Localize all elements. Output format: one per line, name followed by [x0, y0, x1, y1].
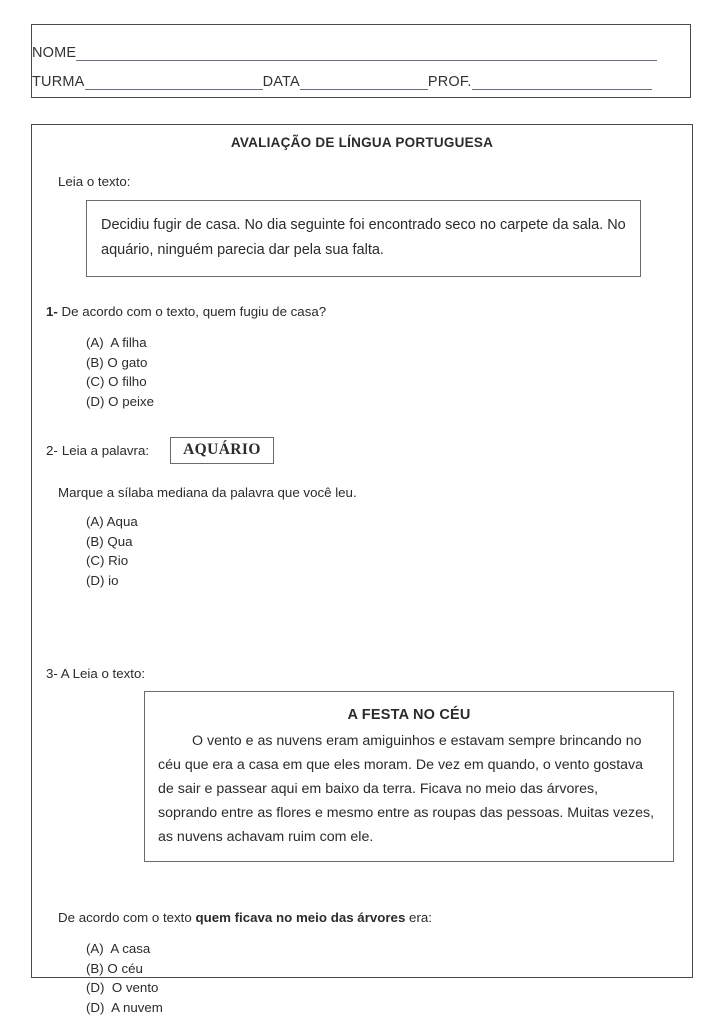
question-3-options	[86, 939, 692, 1017]
question-1	[46, 303, 692, 321]
question-1-prompt: De acordo com o texto, quem fugiu de casa?	[61, 304, 327, 319]
story-title: A FESTA NO CÉU	[347, 707, 471, 723]
exam-content-box	[31, 124, 693, 1015]
question-3-prompt: 3- A Leia o texto:	[46, 666, 146, 681]
prof-input-line[interactable]	[472, 76, 652, 90]
question-2-prompt: Leia a palavra:	[61, 443, 150, 458]
option-d[interactable]: (D) io	[86, 572, 119, 588]
quoted-text: Decidiu fugir de casa. No dia seguinte foi encontrado seco no carpete da sala. No aquário, ninguém parecia dar pela sua falta.	[101, 217, 626, 258]
question-1-number: 1-	[46, 304, 58, 319]
turma-input-line[interactable]	[85, 76, 263, 90]
final-prompt-pre: De acordo com o texto	[58, 910, 196, 925]
final-prompt-post: era:	[405, 910, 432, 925]
option-b[interactable]: (B) O gato	[86, 354, 148, 370]
final-prompt-emphasis: quem ficava no meio das árvores	[195, 910, 406, 925]
data-label: DATA	[262, 74, 300, 90]
option-d[interactable]: (D) O peixe	[86, 393, 154, 409]
story-body: O vento e as nuvens eram amiguinhos e estavam sempre brincando no céu que era a casa em que eles moram. De vez em quando, o vento gostava de sair e passear aqui em baixo da terra. Ficava no meio das árvores, soprando entre as flores e mesmo entre as roupas das pessoas. Muitas vezes, as nuvens achavam ruim com ele.	[158, 733, 655, 845]
question-1-options	[86, 333, 692, 411]
question-2-number: 2-	[46, 443, 58, 458]
data-input-line[interactable]	[300, 76, 428, 90]
prof-label: PROF.	[427, 74, 472, 90]
question-2	[46, 437, 692, 464]
option-a[interactable]: (A) Aqua	[86, 514, 138, 529]
quoted-text-box	[86, 200, 641, 277]
option-a[interactable]: (A) A casa	[86, 941, 151, 956]
option-c[interactable]: (C) O filho	[86, 374, 147, 389]
option-a[interactable]: (A) A filha	[86, 335, 147, 350]
identification-row-name	[32, 39, 690, 61]
nome-label: NOME	[32, 45, 77, 61]
option-c[interactable]: (D) O vento	[86, 980, 159, 995]
question-2-subprompt: Marque a sílaba mediana da palavra que você leu.	[58, 485, 357, 500]
option-c[interactable]: (C) Rio	[86, 553, 129, 568]
turma-label: TURMA	[32, 74, 85, 90]
option-b[interactable]: (B) Qua	[86, 533, 133, 549]
read-text-instruction: Leia o texto:	[58, 174, 131, 189]
nome-input-line[interactable]	[76, 47, 657, 61]
story-text-box	[144, 691, 674, 862]
exam-title: AVALIAÇÃO DE LÍNGUA PORTUGUESA	[230, 135, 494, 150]
question-2-options	[86, 512, 692, 590]
question-3-final-prompt	[58, 910, 692, 925]
word-aquario-box: AQUÁRIO	[170, 437, 274, 464]
identification-row-class	[32, 68, 690, 90]
student-identification-box	[31, 24, 691, 98]
option-b[interactable]: (B) O céu	[86, 960, 143, 976]
option-d[interactable]: (D) A nuvem	[86, 999, 163, 1015]
